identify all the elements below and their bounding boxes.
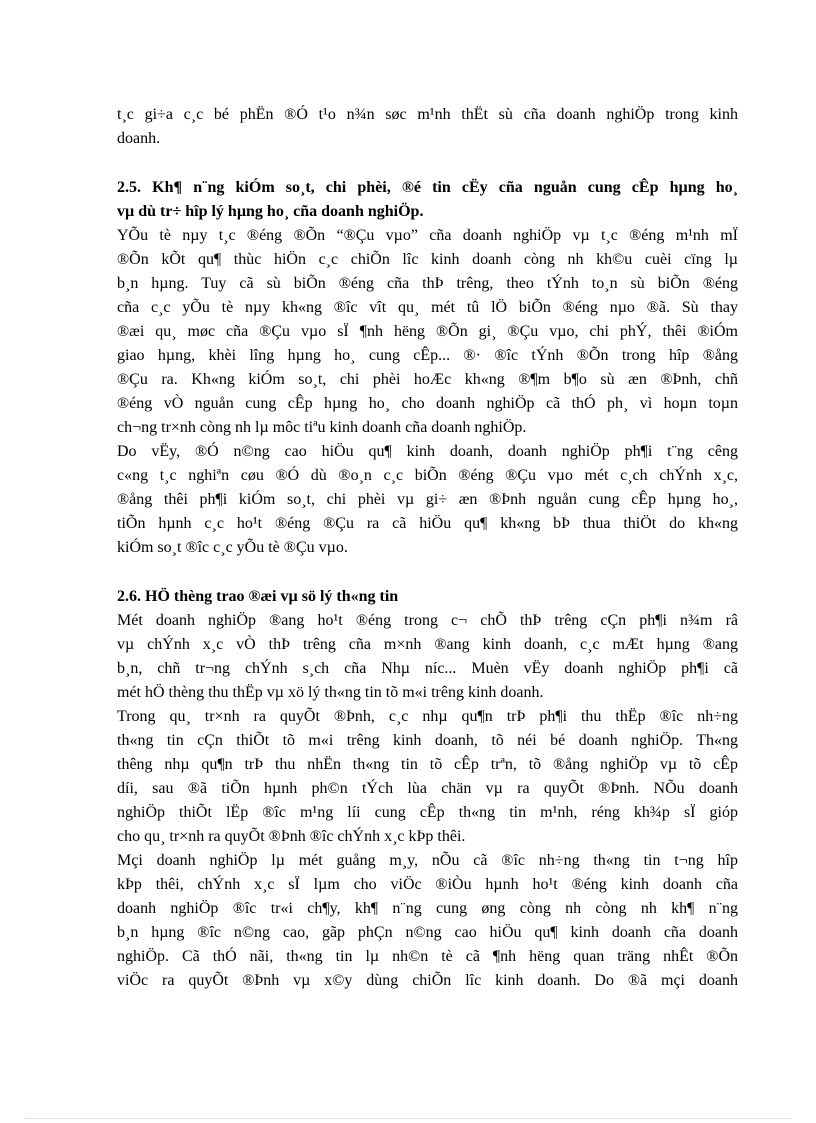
text-line: ®éng vÒ nguån cung cÊp hµng ho¸ cho doanh nghiÖp cã thÓ ph¸ vì hoµn toµn bbox=[117, 395, 738, 412]
text-line: 2.5. Kh¶ n¨ng kiÓm so¸t, chi phèi, ®é tin cËy cña nguån cung cÊp hµng ho¸ bbox=[117, 179, 738, 196]
text-line: nghiÖp. Cã thÓ nãi, th«ng tin lµ nh©n tè cã ¶nh hëng quan träng nhÊt ®Õn bbox=[117, 948, 738, 965]
text-line: Mét doanh nghiÖp ®ang ho¹t ®éng trong c¬ chÕ thÞ trêng cÇn ph¶i n¾m râ bbox=[117, 612, 738, 629]
text-line: Mçi doanh nghiÖp lµ mét guång m¸y, nÕu cã ®îc nh÷ng th«ng tin t¬ng hîp bbox=[117, 852, 738, 869]
text-line: kiÓm so¸t ®îc c¸c yÕu tè ®Çu vµo. bbox=[117, 539, 348, 556]
text-line: ®ång thêi ph¶i kiÓm so¸t, chi phèi vµ gi÷ æn ®Þnh nguån cung cÊp hµng ho¸, bbox=[117, 491, 738, 508]
text-line: mét hÖ thèng thu thËp vµ xö lý th«ng tin tõ m«i trêng kinh doanh. bbox=[117, 684, 544, 701]
text-line: 2.6. HÖ thèng trao ®æi vµ sö lý th«ng tin bbox=[117, 588, 399, 605]
text-line: b¸n hµng. Tuy cã sù biÕn ®éng cña thÞ trêng, theo tÝnh to¸n sù biÕn ®éng bbox=[117, 275, 738, 292]
text-line: díi, sau ®ã tiÕn hµnh ph©n tÝch lùa chän vµ ra quyÕt ®Þnh. NÕu doanh bbox=[117, 780, 738, 797]
text-line: ch¬ng tr×nh còng nh lµ môc tiªu kinh doanh cña doanh nghiÖp. bbox=[117, 419, 527, 436]
text-line: ®æi qu¸ møc cña ®Çu vµo sÏ ¶nh hëng ®Õn gi¸ ®Çu vµo, chi phÝ, thêi ®iÓm bbox=[117, 323, 738, 340]
text-line: b¸n, chñ tr¬ng chÝnh s¸ch cña Nhµ níc... Muèn vËy doanh nghiÖp ph¶i cã bbox=[117, 660, 738, 677]
text-line: c«ng t¸c nghiªn cøu ®Ó dù ®o¸n c¸c biÕn ®éng ®Çu vµo mét c¸ch chÝnh x¸c, bbox=[117, 467, 738, 484]
text-line: ®Õn kÕt qu¶ thùc hiÖn c¸c chiÕn lîc kinh doanh còng nh kh©u cuèi cïng lµ bbox=[117, 251, 738, 268]
text-line: vµ dù tr÷ hîp lý hµng ho¸ cña doanh nghiÖp. bbox=[117, 203, 424, 220]
text-line: cña c¸c yÕu tè nµy kh«ng ®îc vît qu¸ mét tû lÖ biÕn ®éng nµo ®ã. Sù thay bbox=[117, 299, 738, 316]
text-line: cho qu¸ tr×nh ra quyÕt ®Þnh ®îc chÝnh x¸c kÞp thêi. bbox=[117, 828, 466, 845]
text-line: YÕu tè nµy t¸c ®éng ®Õn “®Çu vµo” cña doanh nghiÖp vµ t¸c ®éng m¹nh mÏ bbox=[117, 227, 738, 244]
text-line: tiÕn hµnh c¸c ho¹t ®éng ®Çu ra cã hiÖu qu¶ kh«ng bÞ thua thiÖt do kh«ng bbox=[117, 515, 738, 532]
text-line: b¸n hµng ®îc n©ng cao, gãp phÇn n©ng cao hiÖu qu¶ kinh doanh cña doanh bbox=[117, 924, 738, 941]
text-line: vµ chÝnh x¸c vÒ thÞ trêng cña m×nh ®ang kinh doanh, c¸c mÆt hµng ®ang bbox=[117, 636, 738, 653]
text-line: thêng nhµ qu¶n trÞ thu nhËn th«ng tin tõ cÊp trªn, tõ ®ång nghiÖp vµ tõ cÊp bbox=[117, 756, 738, 773]
text-line: ®Çu ra. Kh«ng kiÓm so¸t, chi phèi hoÆc kh«ng ®¶m b¶o sù æn ®Þnh, chñ bbox=[117, 371, 738, 388]
text-line: Trong qu¸ tr×nh ra quyÕt ®Þnh, c¸c nhµ qu¶n trÞ ph¶i thu thËp ®îc nh÷ng bbox=[117, 708, 738, 725]
text-line: th«ng tin cÇn thiÕt tõ m«i trêng kinh doanh, tõ néi bé doanh nghiÖp. Th«ng bbox=[117, 732, 738, 749]
page-bottom-divider bbox=[24, 1118, 792, 1119]
text-line: doanh. bbox=[117, 130, 161, 147]
text-line: giao hµng, khèi lîng hµng ho¸ cung cÊp... ®· ®îc tÝnh ®Õn trong hîp ®ång bbox=[117, 347, 738, 364]
text-line: doanh nghiÖp ®îc tr«i ch¶y, kh¶ n¨ng cung øng còng nh còng nh kh¶ n¨ng bbox=[117, 900, 738, 917]
text-line: Do vËy, ®Ó n©ng cao hiÖu qu¶ kinh doanh, doanh nghiÖp ph¶i t¨ng cêng bbox=[117, 443, 738, 460]
text-line: nghiÖp thiÕt lËp ®îc m¹ng líi cung cÊp th«ng tin m¹nh, réng kh¾p sÏ gióp bbox=[117, 804, 738, 821]
text-line: kÞp thêi, chÝnh x¸c sÏ lµm cho viÖc ®iÒu hµnh ho¹t ®éng kinh doanh cña bbox=[117, 876, 738, 893]
text-line: viÖc ra quyÕt ®Þnh vµ x©y dùng chiÕn lîc kinh doanh. Do ®ã mçi doanh bbox=[117, 972, 738, 989]
text-line: t¸c gi÷a c¸c bé phËn ®Ó t¹o n¾n søc m¹nh thËt sù cña doanh nghiÖp trong kinh bbox=[117, 106, 738, 123]
